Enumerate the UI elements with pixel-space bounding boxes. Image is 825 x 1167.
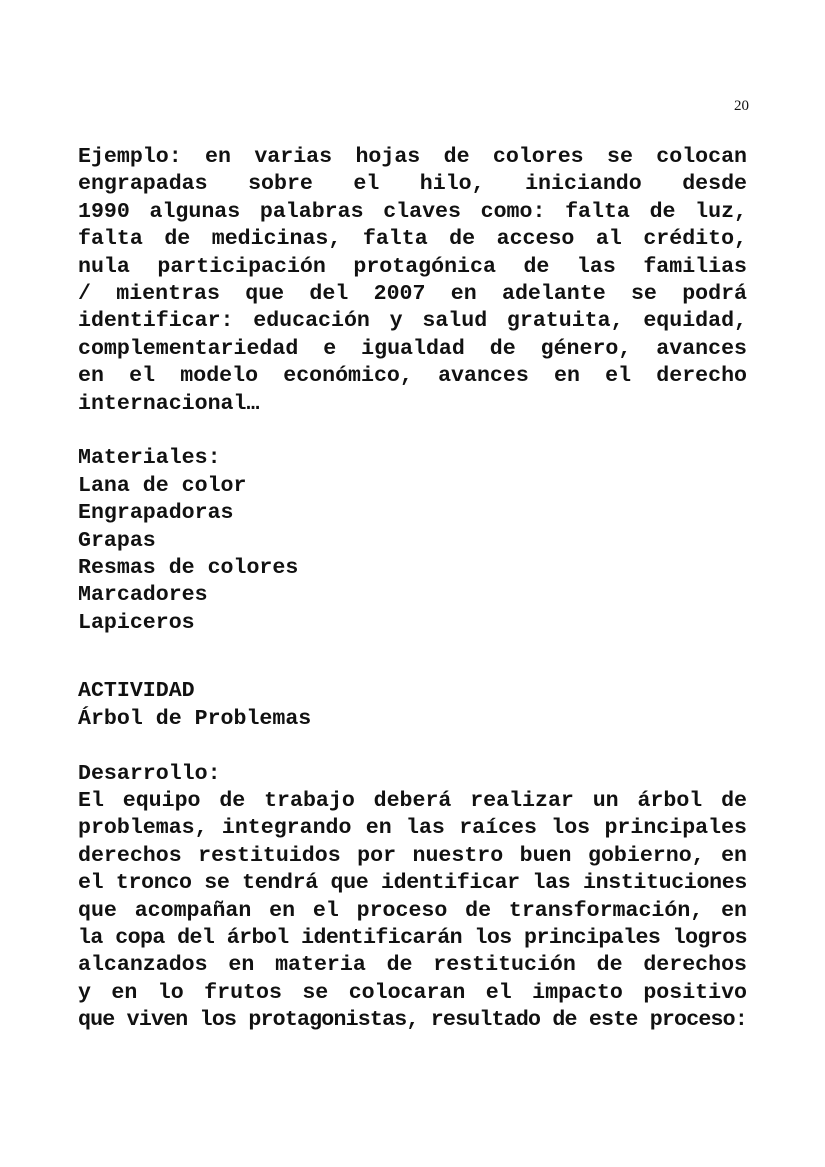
example-line: / mientras que del 2007 en adelante se podrá — [78, 282, 747, 307]
materials-section — [78, 445, 747, 637]
material-item: Engrapadoras — [78, 501, 234, 526]
example-line: falta de medicinas, falta de acceso al crédito, — [78, 227, 747, 252]
development-line: el tronco se tendrá que identificar las instituciones — [78, 871, 747, 896]
example-line: Ejemplo: en varias hojas de colores se colocan — [78, 145, 747, 169]
development-line: la copa del árbol identificarán los principales logros — [78, 925, 747, 950]
development-line: alcanzados en materia de restitución de derechos — [78, 953, 747, 978]
activity-heading: ACTIVIDAD — [78, 679, 195, 704]
development-line: y en lo frutos se colocaran el impacto positivo — [78, 980, 747, 1005]
development-line: que acompañan en el proceso de transformación, en — [78, 898, 747, 923]
development-heading: Desarrollo: — [78, 761, 221, 786]
example-line: nula participación protagónica de las familias — [78, 254, 747, 279]
example-line: engrapadas sobre el hilo, iniciando desde — [78, 172, 747, 197]
material-item: Grapas — [78, 528, 156, 553]
materials-heading: Materiales: — [78, 446, 221, 471]
development-line: derechos restituidos por nuestro buen gobierno, en — [78, 843, 747, 868]
material-item: Lapiceros — [78, 610, 195, 635]
material-item: Resmas de colores — [78, 556, 299, 581]
activity-section — [78, 678, 747, 733]
example-line: complementariedad e igualdad de género, avances — [78, 336, 747, 361]
example-line: en el modelo económico, avances en el derecho — [78, 364, 747, 389]
material-item: Marcadores — [78, 583, 208, 608]
example-line: identificar: educación y salud gratuita, equidad, — [78, 309, 747, 334]
spacer — [78, 418, 747, 445]
material-item: Lana de color — [78, 473, 247, 498]
development-section — [78, 761, 747, 1035]
document-body — [78, 144, 747, 1035]
example-line: 1990 algunas palabras claves como: falta de luz, — [78, 199, 747, 224]
development-line: que viven los protagonistas, resultado de este proceso: — [78, 1008, 747, 1033]
activity-title: Árbol de Problemas — [78, 706, 312, 731]
example-paragraph — [78, 144, 747, 418]
spacer — [78, 637, 747, 678]
development-line: problemas, integrando en las raíces los principales — [78, 816, 747, 841]
page-number: 20 — [734, 98, 749, 114]
example-line: internacional… — [78, 391, 260, 416]
spacer — [78, 733, 747, 760]
development-line: El equipo de trabajo deberá realizar un árbol de — [78, 788, 747, 813]
